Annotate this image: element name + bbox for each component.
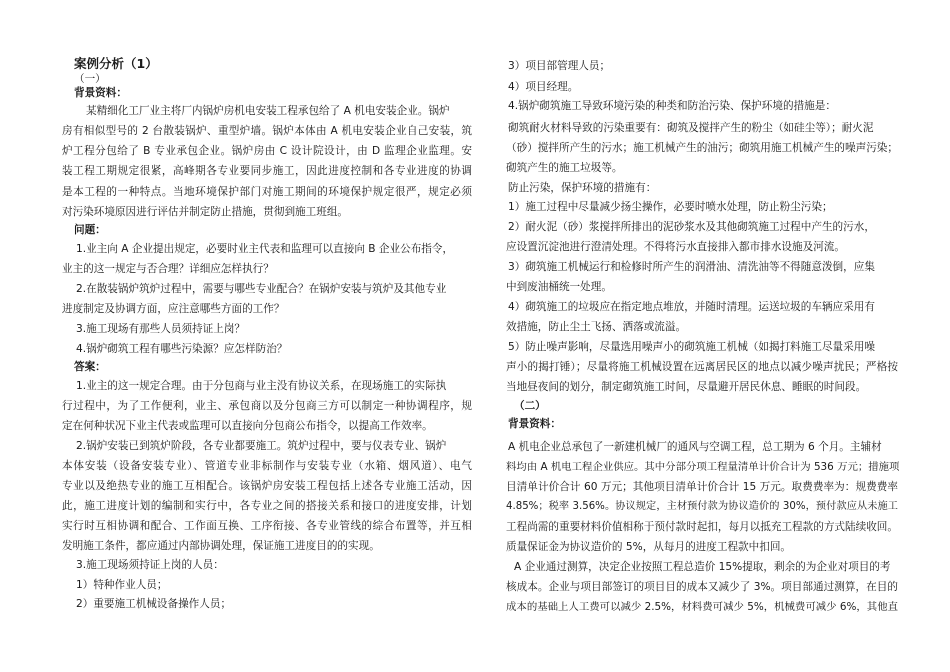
questions-label: 问题： xyxy=(74,224,106,236)
list-line: 中到废油桶统一处理。 xyxy=(506,281,612,293)
question-line: 进度制定及协调方面，应注意哪些方面的工作？ xyxy=(62,303,285,315)
paragraph-line: 装工程工期规定很紧，高峰期各专业要同步施工，因此进度控制和各专业进度的协调 xyxy=(62,165,472,177)
paragraph-line: 料均由 A 机电工程企业供应。其中分部分项工程量清单计价合计为 536 万元；措施项 xyxy=(506,461,900,473)
background-label-2: 背景资料： xyxy=(508,418,561,430)
list-line: 效措施，防止尘土飞扬、洒落或流溢。 xyxy=(506,321,687,333)
list-line: 1）施工过程中尽量减少扬尘操作，必要时喷水处理，防止粉尘污染； xyxy=(508,201,833,213)
answer-line: 本体安装（设备安装专业）、管道专业非标制作与安装专业（水箱、烟风道）、电气 xyxy=(62,460,472,472)
answer-line: 此，施工进度计划的编制和实行中，各专业之间的搭接关系和接口的进度安排，计划 xyxy=(62,500,472,512)
paragraph-line: 炉工程分包给了 B 专业承包企业。锅炉房由 C 设计院设计，由 D 监理企业监理。安 xyxy=(62,145,472,157)
paragraph-line: 是本工程的一种特点。当地环境保护部门对施工期间的环境保护规定很严，规定必须 xyxy=(62,186,472,198)
answer-line: 发明施工条件，都应通过内部协调处理，保证施工进度目的的实现。 xyxy=(62,540,380,552)
answer-line: 1）特种作业人员； xyxy=(76,579,168,591)
paragraph-line: 对污染环境原因进行评估并制定防止措施，贯彻到施工班组。 xyxy=(62,206,349,218)
question-line: 1.业主向 A 企业提出规定，必要时业主代表和监理可以直接向 B 企业公布指令， xyxy=(76,243,454,255)
paragraph-line: 核成本。企业与项目部签订的项目目的成本又减少了 3%。项目部通过测算，在目的 xyxy=(506,581,898,593)
answers-label: 答案： xyxy=(74,361,106,373)
paragraph-line: 工程尚需的重要材料价值相称于预付款时起扣，每月以抵充工程款的方式陆续收回。 xyxy=(506,521,898,533)
question-line: 3.施工现场有那些人员须持证上岗？ xyxy=(76,323,246,335)
paragraph-line: A 企业通过测算，决定企业按照工程总造价 15%提取，剩余的为企业对项目的考 xyxy=(514,561,891,573)
paragraph-line: 砌筑产生的施工垃圾等。 xyxy=(506,162,623,174)
background-label: 背景资料： xyxy=(74,87,127,99)
answer-line: 2.锅炉安装已到筑炉阶段，各专业都要施工。筑炉过程中，要与仪表专业、锅炉 xyxy=(76,440,447,452)
paragraph-line: 目清单计价合计 60 万元；其他项目清单计价合计 15 万元。取费费率为：规费费率 xyxy=(506,481,898,493)
list-line: 当地昼夜间的划分，制定砌筑施工时间，尽量避开居民休息、睡眠的时间段。 xyxy=(506,381,867,393)
paragraph-line: 质量保证金为协议造价的 5%，从每月的进度工程款中扣回。 xyxy=(506,541,792,553)
paragraph-line: 成本的基础上人工费可以减少 2.5%，材料费可减少 5%，机械费可减少 6%，其他直 xyxy=(506,601,898,613)
paragraph-line: 房有相似型号的 2 台散装锅炉、重型炉墙。锅炉本体由 A 机电安装企业自己安装，筑 xyxy=(62,125,472,137)
paragraph-line: A 机电企业总承包了一新建机械厂的通风与空调工程，总工期为 6 个月。主辅材 xyxy=(508,441,882,453)
answer-line: 专业以及绝热专业的施工互相配合。该锅炉房安装工程包括上述各专业施工活动，因 xyxy=(62,480,472,492)
paragraph-line: 4.85%；税率 3.56%。协议规定，主材预付款为协议造价的 30%，预付款应从未施工 xyxy=(506,501,898,512)
page-title: 案例分析（1） xyxy=(74,56,158,71)
list-line: 应设置沉淀池进行澄清处理。不得将污水直接排入都市排水设施及河流。 xyxy=(506,241,845,253)
list-line: 4）项目经理。 xyxy=(508,81,579,93)
answer-line: 定在何种状况下业主代表或监理可以直接向分包商公布指令，以提高工作效率。 xyxy=(62,420,433,432)
answer-line: 1.业主的这一规定合理。由于分包商与业主没有协议关系，在现场施工的实际执 xyxy=(76,380,447,392)
list-line: 5）防止噪声影响，尽量选用噪声小的砌筑施工机械（如揭打料施工尽量采用噪 xyxy=(508,341,875,353)
list-line: 4）砌筑施工的垃圾应在指定地点堆放，并随时清理。运送垃圾的车辆应采用有 xyxy=(508,301,875,313)
paragraph-line: 砌筑耐火材料导致的污染重要有：砌筑及搅拌产生的粉尘（如硅尘等）；耐火泥 xyxy=(508,122,874,134)
answer-line: 2）重要施工机械设备操作人员； xyxy=(76,598,232,610)
paragraph-line: 防止污染，保护环境的措施有： xyxy=(508,182,657,194)
list-line: 2）耐火泥（砂）浆搅拌所排出的泥砂浆水及其他砌筑施工过程中产生的污水， xyxy=(508,221,875,233)
list-line: 4.锅炉砌筑施工导致环境污染的种类和防治污染、保护环境的措施是： xyxy=(508,100,836,112)
answer-line: 行过程中，为了工作便利，业主、承包商以及分包商三方可以制定一种协调程序，规 xyxy=(62,400,472,412)
section-heading-2: （二） xyxy=(514,400,546,412)
list-line: 3）砌筑施工机械运行和检修时所产生的润滑油、清洗油等不得随意泼倒，应集 xyxy=(508,261,875,273)
list-line: 声小的揭打锤）；尽量将施工机械设置在远离居民区的地点以减少噪声扰民；严格按 xyxy=(506,361,898,373)
answer-line: 3.施工现场须持证上岗的人员： xyxy=(76,559,224,571)
answer-line: 实行时互相协调和配合、工作面互换、工序衔接、各专业管线的综合布置等，并互相 xyxy=(62,520,472,532)
section-heading-1: （一） xyxy=(74,73,106,85)
list-line: 3）项目部管理人员； xyxy=(508,60,611,72)
question-line: 4.锅炉砌筑工程有哪些污染源？应怎样防治？ xyxy=(76,343,288,355)
question-line: 2.在散装锅炉筑炉过程中，需要与哪些专业配合？在锅炉安装与筑炉及其他专业 xyxy=(76,283,447,295)
paragraph-line: 某精细化工厂业主将厂内锅炉房机电安装工程承包给了 A 机电安装企业。锅炉 xyxy=(86,105,450,117)
question-line: 业主的这一规定与否合理？详细应怎样执行？ xyxy=(62,263,274,275)
paragraph-line: （砂）搅拌所产生的污水；施工机械产生的油污；砌筑用施工机械产生的噪声污染； xyxy=(506,142,898,154)
